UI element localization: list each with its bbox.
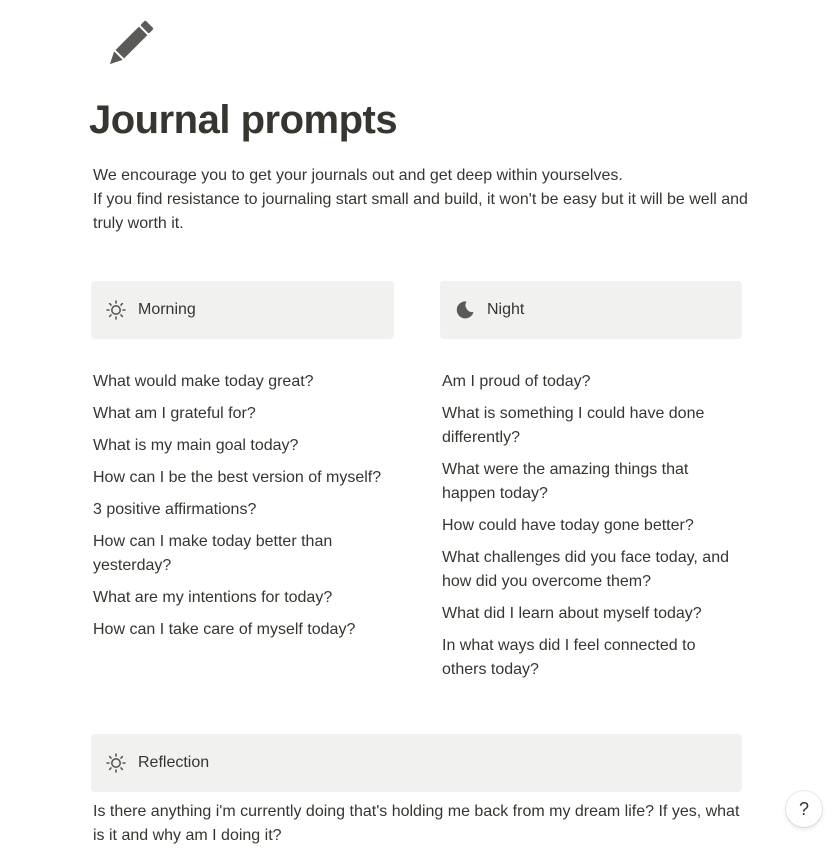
morning-prompt-list (93, 370, 393, 650)
pencil-icon[interactable] (98, 14, 160, 76)
sun-icon (105, 752, 127, 774)
list-item: How can I make today better than yesterday? (93, 533, 333, 574)
list-item: What did I learn about myself today? (442, 605, 702, 622)
list-item: How can I be the best version of myself? (93, 469, 382, 486)
reflection-text: Is there anything i'm currently doing that's holding me back from my dream life? If yes, what is it and why am I doing it? (93, 803, 740, 844)
list-item: What am I grateful for? (93, 405, 256, 422)
list-item: What would make today great? (93, 373, 314, 390)
list-item: Am I proud of today? (442, 373, 591, 390)
list-item: 3 positive affirmations? (93, 501, 257, 518)
sun-icon (105, 299, 127, 321)
intro-text (93, 164, 753, 236)
list-item: What challenges did you face today, and how did you overcome them? (442, 549, 729, 590)
callout-reflection (91, 734, 742, 792)
night-prompt-list (442, 370, 742, 690)
list-item: How could have today gone better? (442, 517, 694, 534)
callout-morning (91, 281, 394, 339)
callout-reflection-label: Reflection (138, 754, 210, 771)
callout-night-label: Night (487, 301, 525, 318)
intro-line-2: If you find resistance to journaling start small and build, it won't be easy but it will be well and truly worth it. (93, 191, 748, 232)
list-item: What are my intentions for today? (93, 589, 333, 606)
intro-line-1: We encourage you to get your journals out and get deep within yourselves. (93, 167, 623, 184)
callout-night (440, 281, 742, 339)
page-title: Journal prompts (89, 98, 398, 142)
moon-icon (454, 299, 476, 321)
list-item: How can I take care of myself today? (93, 621, 356, 638)
list-item: What is my main goal today? (93, 437, 299, 454)
list-item: In what ways did I feel connected to others today? (442, 637, 696, 678)
list-item: What were the amazing things that happen today? (442, 461, 689, 502)
help-button[interactable]: ? (786, 791, 822, 827)
list-item: What is something I could have done differently? (442, 405, 705, 446)
callout-morning-label: Morning (138, 301, 196, 318)
